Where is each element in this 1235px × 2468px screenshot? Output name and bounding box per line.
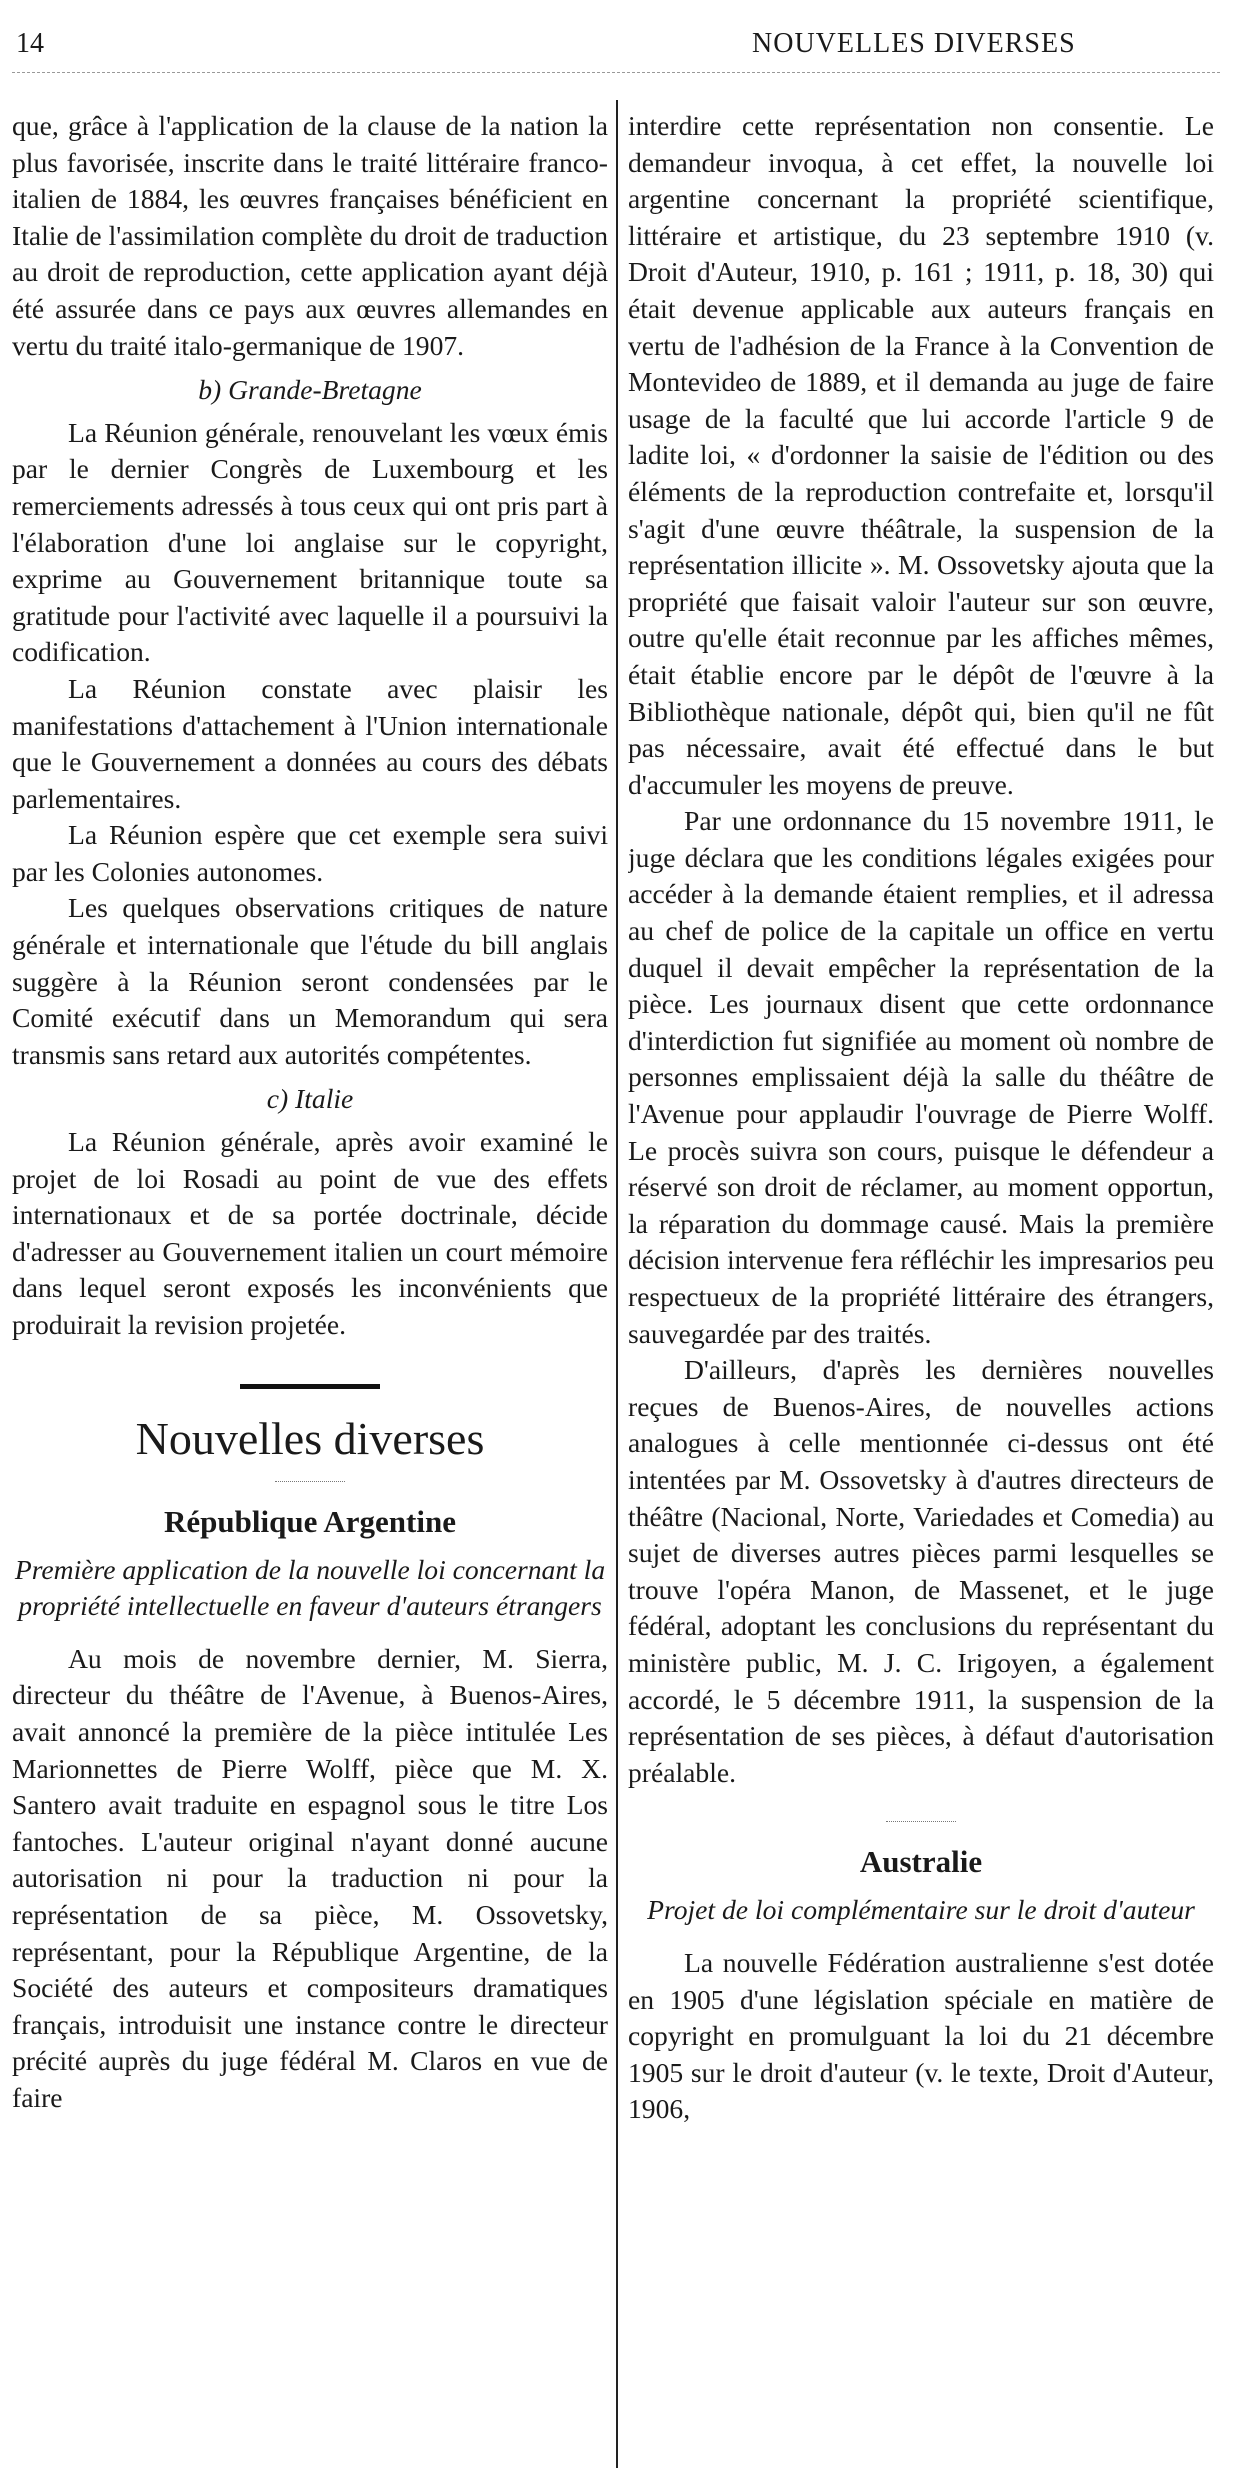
header-rule — [12, 72, 1220, 73]
paragraph: Au mois de novembre dernier, M. Sierra, directeur du théâtre de l'Avenue, à Buenos-Aires, avait annoncé la première de la pièce intitulée Les Marionnettes de Pierre Wolff, pièce que M. X. Santero avait traduite en espagnol sous le titre Los fantoches. L'auteur original n'ayant donné aucune autorisation ni pour la traduction ni pour la représentation de sa pièce, M. Ossovetsky, représentant, pour la République Argentine, de la Société des auteurs et compositeurs dramatiques français, introduisit une instance contre le directeur précité auprès du juge fédéral M. Claros en vue de faire — [12, 1642, 608, 2113]
article-title: Projet de loi complémentaire sur le droit d'auteur — [647, 1894, 1195, 1926]
left-column — [12, 108, 608, 2468]
paragraph: La Réunion constate avec plaisir les manifestations d'attachement à l'Union internationale que le Gouvernement a données au cours des débats parlementaires. — [12, 672, 608, 814]
paragraph: D'ailleurs, d'après les dernières nouvelles reçues de Buenos-Aires, de nouvelles actions analogues à celle mentionnée ci-dessus ont été intentées par M. Ossovetsky à d'autres directeurs de théâtre (Nacional, Norte, Variedades et Comedia) au sujet de diverses autres pièces parmi lesquelles se trouve l'opéra Manon, de Massenet, et le juge fédéral, adoptant les conclusions du représentant du ministère public, M. J. C. Irigoyen, a également accordé, le 5 décembre 1911, la suspension de la représentation de ses pièces, à défaut d'autorisation préalable. — [628, 1354, 1214, 1788]
paragraph: que, grâce à l'application de la clause de la nation la plus favorisée, inscrite dans le traité littéraire franco-italien de 1884, les œuvres françaises bénéficient en Italie de l'assimilation complète du droit de traduction au droit de reproduction, cette application ayant déjà été assurée dans ce pays aux œuvres allemandes en vertu du traité italo-germanique de 1907. — [12, 110, 608, 361]
subheading-grande-bretagne: b) Grande-Bretagne — [198, 374, 422, 406]
article-title: Première application de la nouvelle loi concernant la propriété intellectuelle en faveur d'auteurs étrangers — [14, 1553, 606, 1622]
section-rule — [240, 1384, 380, 1389]
country-heading: République Argentine — [164, 1503, 456, 1539]
page-number: 14 — [16, 28, 44, 59]
ornament-rule — [886, 1821, 956, 1822]
paragraph: La Réunion espère que cet exemple sera suivi par les Colonies autonomes. — [12, 819, 608, 887]
subheading-italie: c) Italie — [266, 1083, 354, 1115]
paragraph: interdire cette représentation non consentie. Le demandeur invoqua, à cet effet, la nouvelle loi argentine concernant la propriété scientifique, littéraire et artistique, du 23 septembre 1910 (v. Droit d'Auteur, 1910, p. 161 ; 1911, p. 18, 30) qui était devenue applicable aux auteurs français en vertu de l'adhésion de la France à la Convention de Montevideo de 1889, et il demanda au juge de faire usage de la faculté que lui accorde l'article 9 de ladite loi, « d'ordonner la saisie de l'édition ou des éléments de la reproduction contrefaite et, lorsqu'il s'agit d'une œuvre théâtrale, la suspension de la représentation illicite ». M. Ossovetsky ajouta que la propriété que faisait valoir l'auteur sur son œuvre, outre qu'elle était reconnue par les affiches mêmes, était établie encore par le dépôt de l'œuvre à la Bibliothèque nationale, dépôt qui, bien qu'il ne fût pas nécessaire, avait été effectué dans le but d'accumuler les moyens de preuve. — [628, 110, 1214, 800]
section-title: Nouvelles diverses — [135, 1412, 485, 1464]
page-header — [12, 28, 1220, 68]
ornament-rule — [275, 1481, 345, 1482]
paragraph: La Réunion générale, renouvelant les vœux émis par le dernier Congrès de Luxembourg et les remerciements adressés à tous ceux qui ont pris part à l'élaboration d'une loi anglaise sur le copyright, exprime au Gouvernement britannique toute sa gratitude pour l'activité avec laquelle il a poursuivi la codification. — [12, 416, 608, 668]
running-title: NOUVELLES DIVERSES — [752, 28, 1076, 59]
paragraph: Par une ordonnance du 15 novembre 1911, le juge déclara que les conditions légales exigées pour accéder à la demande étaient remplies, et il adressa au chef de police de la capitale un office en vertu duquel il devait empêcher la représentation de la pièce. Les journaux disent que cette ordonnance d'interdiction fut signifiée au moment où nombre de personnes emplissaient déjà la salle du théâtre de l'Avenue pour applaudir l'ouvrage de Pierre Wolff. Le procès suivra son cours, puisque le défendeur a réservé son droit de réclamer, au moment opportun, la réparation du dommage causé. Mais la première décision intervenue fera réfléchir les impresarios peu respectueux de la propriété littéraire des étrangers, sauvegardée par des traités. — [628, 805, 1214, 1349]
right-column — [628, 108, 1214, 2468]
paragraph: La Réunion générale, après avoir examiné le projet de loi Rosadi au point de vue des effets internationaux et de sa portée doctrinale, décide d'adresser au Gouvernement italien un court mémoire dans lequel seront exposés les inconvénients que produirait la revision projetée. — [12, 1126, 608, 1340]
paragraph: La nouvelle Fédération australienne s'est dotée en 1905 d'une législation spéciale en matière de copyright en promulguant la loi du 21 décembre 1905 sur le droit d'auteur (v. le texte, Droit d'Auteur, 1906, — [628, 1946, 1214, 2125]
country-heading: Australie — [859, 1844, 983, 1880]
column-divider — [616, 100, 618, 2468]
paragraph: Les quelques observations critiques de nature générale et internationale que l'étude du bill anglais suggère à la Réunion seront condensées par le Comité exécutif dans un Memorandum qui sera transmis sans retard aux autorités compétentes. — [12, 892, 608, 1070]
